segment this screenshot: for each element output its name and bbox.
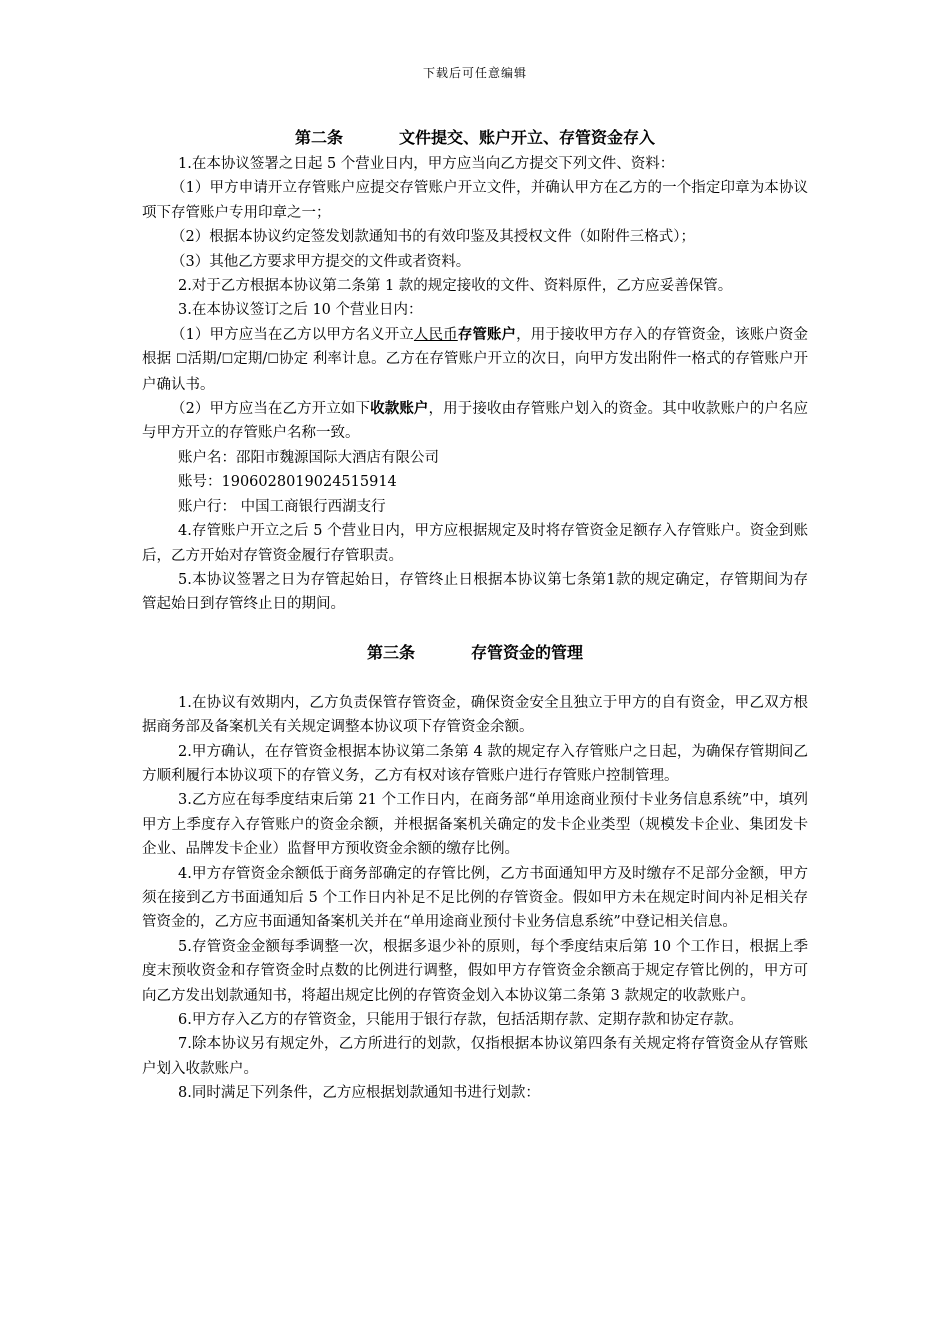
article-2-heading: [142, 124, 808, 152]
article-2-number: 第二条: [294, 128, 343, 147]
article-2-para-1-1: （1）甲方申请开立存管账户应提交存管账户开立文件，并确认甲方在乙方的一个指定印章为本协议项下存管账户专用印章之一；: [142, 180, 808, 221]
article-3-para-5: 5.存管资金金额每季调整一次，根据多退少补的原则，每个季度结束后第 10 个工作日，根据上季度末预收资金和存管资金时点数的比例进行调整，假如甲方存管资金余额高于规定存管比例的，甲方可向乙方发出划款通知书，将超出规定比例的存管资金划入本协议第二条第 3 款规定的收款账户。: [142, 938, 808, 1004]
account-number: 账号：1906028019024515914: [178, 474, 397, 491]
article-3-para-7: 7.除本协议另有规定外，乙方所进行的划款，仅指根据本协议第四条有关规定将存管资金从存管账户划入收款账户。: [142, 1036, 808, 1077]
article-3-para-3: 3.乙方应在每季度结束后第 21 个工作日内，在商务部“单用途商业预付卡业务信息系统”中，填列甲方上季度存入存管账户的资金余额，并根据备案机关确定的发卡企业类型（规模发卡企业、集团发卡企业、品牌发卡企业）监督甲方预收资金余额的缴存比例。: [142, 792, 808, 858]
para-3-1-lead: （1）甲方应当在乙方以甲方名义开立: [171, 326, 414, 343]
checkbox-agreement-icon[interactable]: ☐: [267, 352, 279, 368]
account-bank: 账户行： 中国工商银行西湖支行: [178, 498, 386, 515]
document-body: [142, 124, 808, 1106]
article-3-heading: [142, 639, 808, 667]
article-3-number: 第三条: [366, 642, 415, 662]
custody-account-term: 存管账户: [457, 325, 517, 343]
checkbox-demand-icon[interactable]: ☐: [175, 352, 188, 368]
article-3-para-8: 8.同时满足下列条件，乙方应根据划款通知书进行划款：: [178, 1085, 540, 1102]
article-2-para-4: 4.存管账户开立之后 5 个营业日内，甲方应根据规定及时将存管资金足额存入存管账户。资金到账后，乙方开始对存管资金履行存管职责。: [142, 523, 808, 564]
article-3-para-2: 2.甲方确认，在存管资金根据本协议第二条第 4 款的规定存入存管账户之日起，为确保存管期间乙方顺利履行本协议项下的存管义务，乙方有权对该存管账户进行存管账户控制管理。: [142, 743, 808, 784]
option-fixed: 定期/: [233, 351, 268, 368]
para-3-2-lead: （2）甲方应当在乙方开立如下: [171, 401, 371, 418]
article-3-para-4: 4.甲方存管资金余额低于商务部确定的存管比例，乙方书面通知甲方及时缴存不足部分金额，甲方须在接到乙方书面通知后 5 个工作日内补足不足比例的存管资金。假如甲方未在规定时间内补足相关存管资金的，乙方应书面通知备案机关并在“单用途商业预付卡业务信息系统”中登记相关信息。: [142, 865, 808, 931]
article-3-title: 存管资金的管理: [471, 642, 584, 662]
article-2-para-3-2: [142, 397, 808, 446]
receiving-account-term: 收款账户: [370, 400, 429, 418]
option-demand: 活期/: [187, 351, 222, 368]
checkbox-fixed-icon[interactable]: ☐: [221, 352, 234, 368]
article-2-para-1-3: （3）其他乙方要求甲方提交的文件或者资料。: [171, 253, 471, 270]
article-2-para-1-2: （2）根据本协议约定签发划款通知书的有效印鉴及其授权文件（如附件三格式）；: [171, 229, 695, 246]
option-agreement: 协定 利率计息。乙方在存管账户开立的次日，向甲方发出附件一格式的存管账户开户确认书。: [142, 351, 809, 393]
article-2-para-2: 2.对于乙方根据本协议第二条第 1 款的规定接收的文件、资料原件，乙方应妥善保管。: [178, 278, 733, 295]
download-note: 下载后可任意编辑: [422, 66, 527, 80]
article-3-para-1: 1.在协议有效期内，乙方负责保管存管资金，确保资金安全且独立于甲方的自有资金，甲乙双方根据商务部及备案机关有关规定调整本协议项下存管资金余额。: [142, 694, 808, 736]
para-3-2-body: ，用于接收由存管账户划入的资金。其中收款账户的户名应与甲方开立的存管账户名称一致。: [142, 401, 809, 442]
article-3-para-6: 6.甲方存入乙方的存管资金，只能用于银行存款，包括活期存款、定期存款和协定存款。: [178, 1012, 743, 1028]
article-2-title: 文件提交、账户开立、存管资金存入: [399, 128, 656, 147]
article-2-para-3: 3.在本协议签订之后 10 个营业日内：: [178, 302, 423, 319]
article-2-para-5: 5.本协议签署之日为存管起始日，存管终止日根据本协议第七条第1款的规定确定，存管期间为存管起始日到存管终止日的期间。: [142, 571, 808, 613]
account-name: 账户名：邵阳市魏源国际大酒店有限公司: [178, 449, 439, 466]
currency-rmb: 人民币: [413, 326, 458, 343]
article-2-para-1: 1.在本协议签署之日起 5 个营业日内，甲方应当向乙方提交下列文件、资料：: [178, 156, 675, 172]
para-3-1-body: ，用于接收甲方存入的存管资金，该账户资金根据: [142, 326, 809, 368]
article-2-para-3-1: [142, 323, 808, 397]
